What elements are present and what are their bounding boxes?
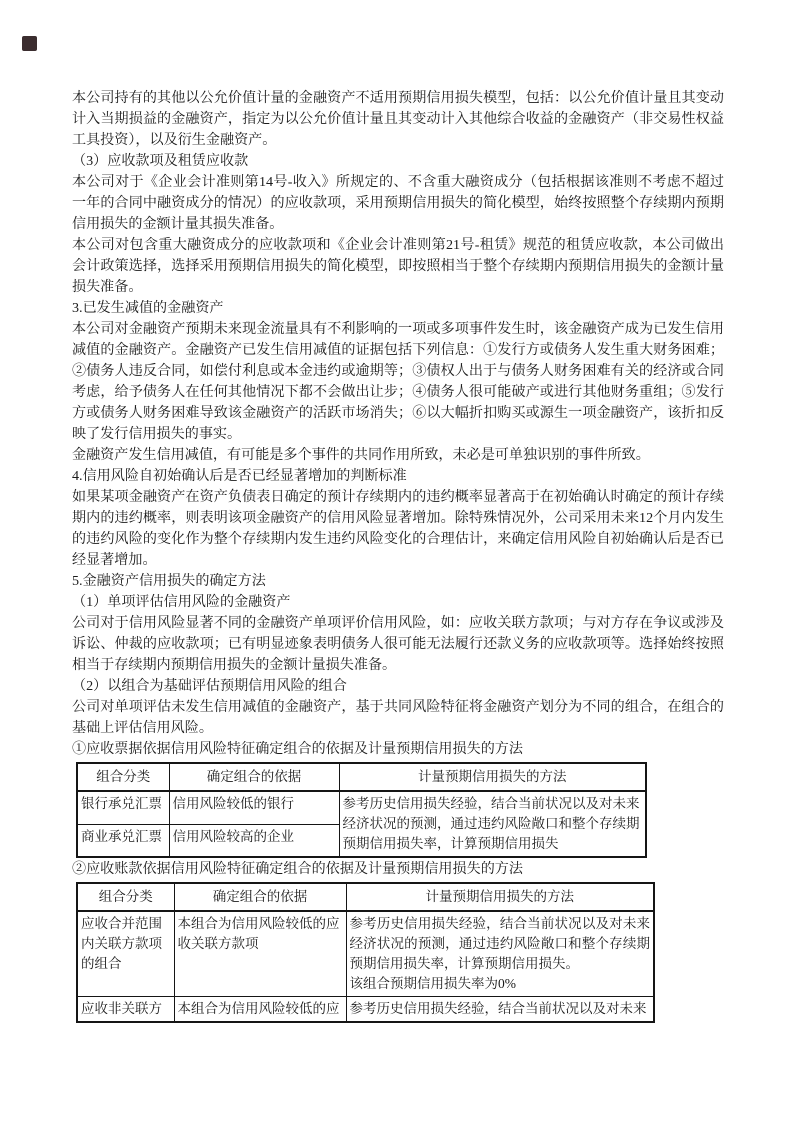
heading-individual-assessment: （1）单项评估信用风险的金融资产: [72, 594, 291, 610]
table-row-clipped: [77, 997, 654, 1023]
heading-impaired-assets: 3.已发生减值的金融资产: [72, 300, 224, 316]
heading-receivables: （3）应收款项及租赁应收款: [72, 153, 249, 169]
heading-portfolio-assessment: （2）以组合为基础评估预期信用风险的组合: [72, 678, 347, 694]
table-header-cell-basis: 确定组合的依据: [169, 763, 339, 791]
table-cell-method: 参考历史信用损失经验，结合当前状况以及对未来: [346, 997, 654, 1023]
method-loss-rate-note: 该组合预期信用损失率为0%: [349, 976, 516, 991]
paragraph-default-probability: 如果某项金融资产在资产负债表日确定的预计存续期内的违约概率显著高于在初始确认时确定的预计存续期内的违约概率，则表明该项金融资产的信用风险显著增加。除特殊情况外，公司采用未来12个月内发生的违约风险的变化作为整个存续期内发生违约风险变化的合理估计，来确定信用风险自初始确认后是否已经显著增加。: [72, 489, 724, 568]
table-cell-basis: 本组合为信用风险较低的应收关联方款项: [174, 911, 346, 997]
paragraph-impairment-evidence: 本公司对金融资产预期未来现金流量具有不利影响的一项或多项事件发生时，该金融资产成为已发生信用减值的金融资产。金融资产已发生信用减值的证据包括下列信息：①发行方或债务人发生重大财务困难；②债务人违反合同，如偿付利息或本金违约或逾期等；③债权人出于与债务人财务困难有关的经济或合同考虑，给予债务人在任何其他情况下都不会做出让步；④债务人很可能破产或进行其他财务重组；⑤发行方或债务人财务困难导致该金融资产的活跃市场消失；⑥以大幅折扣购买或源生一项金融资产，该折扣反映了发行信用损失的事实。: [72, 321, 724, 442]
method-text: 参考历史信用损失经验，结合当前状况以及对未来经济状况的预测，通过违约风险敞口和整个存续期预期信用损失率，计算预期信用损失。: [349, 916, 650, 971]
table-cell-method: [346, 911, 654, 997]
table-cell-category: 商业承兑汇票: [77, 824, 169, 857]
table-cell-category: 应收合并范围内关联方款项的组合: [77, 911, 174, 997]
paragraph-lease-receivables: 本公司对包含重大融资成分的应收款项和《企业会计准则第21号-租赁》规范的租赁应收款，本公司做出会计政策选择，选择采用预期信用损失的简化模型，即按照相当于整个存续期内预期信用损失的金额计量损失准备。: [72, 237, 724, 295]
table-cell-basis: 信用风险较低的银行: [169, 791, 339, 824]
table-row: [77, 911, 654, 997]
notes-receivable-portfolio-table: [76, 762, 647, 858]
table-caption-accounts-receivable: ②应收账款依据信用风险特征确定组合的依据及计量预期信用损失的方法: [72, 861, 523, 877]
table-header-cell-basis: 确定组合的依据: [174, 883, 346, 911]
document-content: [72, 88, 724, 1024]
table-cell-category: 银行承兑汇票: [77, 791, 169, 824]
paragraph-multiple-events: 金融资产发生信用减值，有可能是多个事件的共同作用所致，未必是可单独识别的事件所致。: [72, 447, 650, 463]
table-header-cell-category: 组合分类: [77, 763, 169, 791]
table-header-cell-category: 组合分类: [77, 883, 174, 911]
accounts-receivable-portfolio-table: [76, 882, 655, 1023]
paragraph-fvtpl-assets: 本公司持有的其他以公允价值计量的金融资产不适用预期信用损失模型，包括：以公允价值计量且其变动计入当期损益的金融资产，指定为以公允价值计量且其变动计入其他综合收益的金融资产（非交易性权益工具投资），以及衍生金融资产。: [72, 90, 724, 148]
table-header-row: [77, 883, 654, 911]
table-header-cell-method: 计量预期信用损失的方法: [346, 883, 654, 911]
table-cell-category: 应收非关联方: [77, 997, 174, 1023]
paragraph-simplified-model: 本公司对于《企业会计准则第14号-收入》所规定的、不含重大融资成分（包括根据该准则不考虑不超过一年的合同中融资成分的情况）的应收款项，采用预期信用损失的简化模型，始终按照整个存续期内预期信用损失的金额计量其损失准备。: [72, 174, 724, 232]
heading-loss-determination: 5.金融资产信用损失的确定方法: [72, 573, 266, 589]
table-header-cell-method: 计量预期信用损失的方法: [339, 763, 646, 791]
table-cell-basis: 信用风险较高的企业: [169, 824, 339, 857]
page-corner-mark: [22, 36, 37, 51]
table-caption-notes-receivable: ①应收票据依据信用风险特征确定组合的依据及计量预期信用损失的方法: [72, 741, 523, 757]
paragraph-portfolio-basis: 公司对单项评估未发生信用减值的金融资产，基于共同风险特征将金融资产划分为不同的组合，在组合的基础上评估信用风险。: [72, 699, 724, 736]
paragraph-individual-assessment: 公司对于信用风险显著不同的金融资产单项评价信用风险，如：应收关联方款项；与对方存在争议或涉及诉讼、仲裁的应收款项；已有明显迹象表明债务人很可能无法履行还款义务的应收款项等。选择始终按照相当于存续期内预期信用损失的金额计量损失准备。: [72, 615, 724, 673]
table-cell-method: 参考历史信用损失经验，结合当前状况以及对未来经济状况的预测，通过违约风险敞口和整个存续期预期信用损失率，计算预期信用损失: [339, 791, 646, 857]
table-row: [77, 791, 646, 824]
table-header-row: [77, 763, 646, 791]
heading-credit-risk-increase: 4.信用风险自初始确认后是否已经显著增加的判断标准: [72, 468, 407, 484]
table-cell-basis: 本组合为信用风险较低的应: [174, 997, 346, 1023]
